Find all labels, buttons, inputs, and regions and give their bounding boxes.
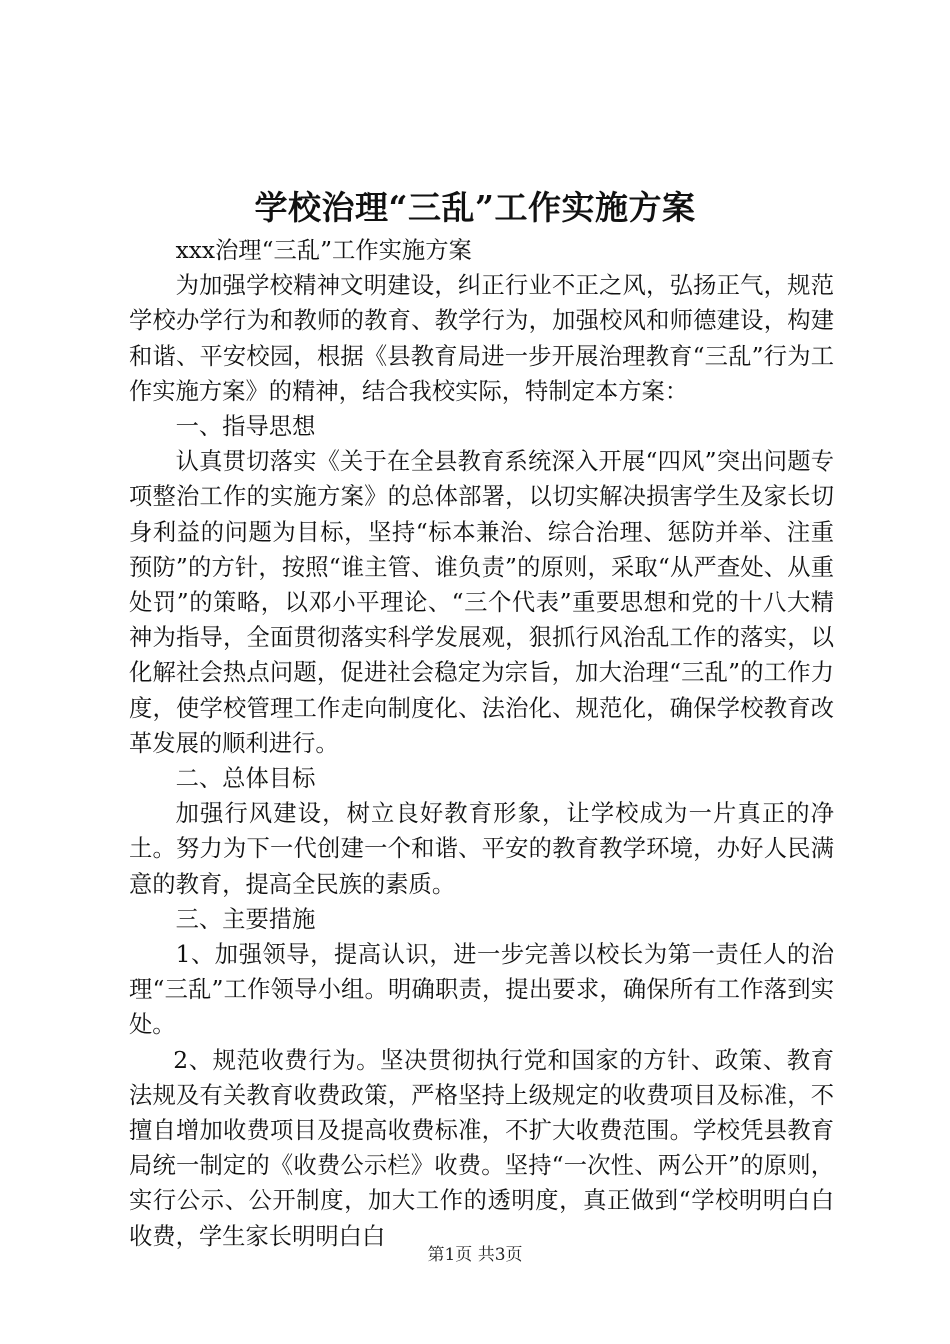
section-heading-overall-goal: 二、总体目标 [175,765,316,793]
paragraph-measure-1: 1、加强领导，提高认识，进一步完善以校长为第一责任人的治理“三乱”工作领导小组。明确职责，提出要求，确保所有工作落到实处。 [129,941,834,1039]
paragraph-guiding-thought: 认真贯切落实《关于在全县教育系统深入开展“四风”突出问题专项整治工作的实施方案》的总体部署，以切实解决损害学生及家长切身利益的问题为目标，坚持“标本兼治、综合治理、惩防并举、注重预防”的方针，按照“谁主管、谁负责”的原则，采取“从严查处、从重处罚”的策略，以邓小平理论、“三个代表”重要思想和党的十八大精神为指导，全面贯彻落实科学发展观，狠抓行风治乱工作的落实，以化解社会热点问题，促进社会稳定为宗旨，加大治理“三乱”的工作力度，使学校管理工作走向制度化、法治化、规范化，确保学校教育改革发展的顺利进行。 [129,448,834,757]
paragraph-overall-goal: 加强行风建设，树立良好教育形象，让学校成为一片真正的净土。努力为下一代创建一个和谐、平安的教育教学环境，办好人民满意的教育，提高全民族的素质。 [129,800,834,898]
document-subtitle: xxx治理“三乱”工作实施方案 [175,237,472,264]
paragraph-intro: 为加强学校精神文明建设，纠正行业不正之风，弘扬正气，规范学校办学行为和教师的教育、教学行为，加强校风和师德建设，构建和谐、平安校园，根据《县教育局进一步开展治理教育“三乱”行为工作实施方案》的精神，结合我校实际，特制定本方案： [129,272,834,405]
document-body [129,233,834,1254]
page-number-footer: 第1页 共3页 [427,1245,523,1265]
section-heading-main-measures: 三、主要措施 [175,905,316,933]
paragraph-measure-2: 2、规范收费行为。坚决贯彻执行党和国家的方针、政策、教育法规及有关教育收费政策，严格坚持上级规定的收费项目及标准，不擅自增加收费项目及提高收费标准，不扩大收费范围。学校凭县教育局统一制定的《收费公示栏》收费。坚持“一次性、两公开”的原则，实行公示、公开制度，加大工作的透明度，真正做到“学校明明白白收费，学生家长明明白白 [129,1046,834,1250]
document-title: 学校治理“三乱”工作实施方案 [254,188,696,227]
section-heading-guiding-thought: 一、指导思想 [175,413,316,441]
